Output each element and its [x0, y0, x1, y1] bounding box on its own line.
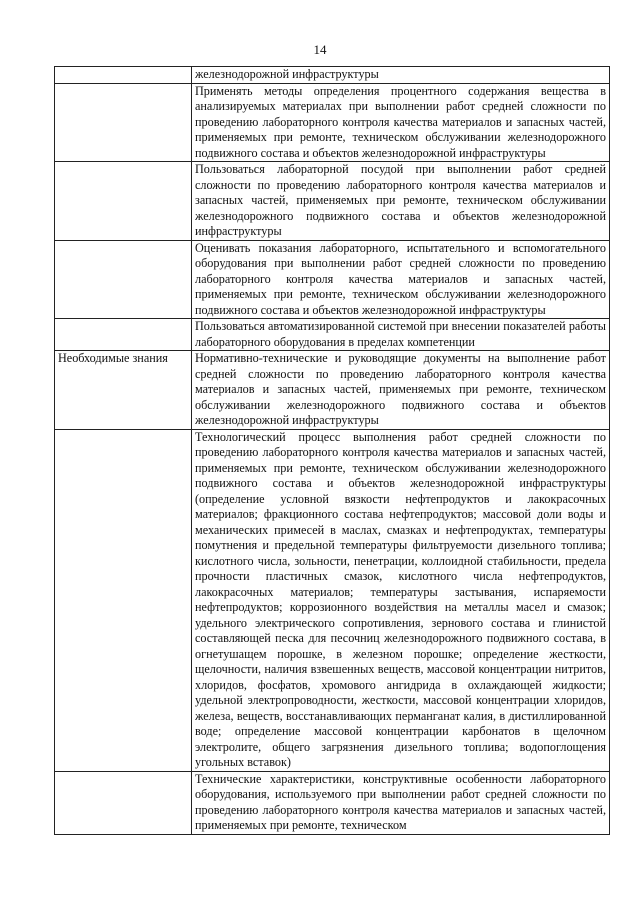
table-row: [55, 771, 610, 834]
table-cell-text: Пользоваться лабораторной посудой при выполнении работ средней сложности по проведению лабораторного контроля качества материалов и запасных частей, применяемых при ремонте, техническом обслуживании железнодорожного подвижного состава и объектов железнодорожной инфраструктуры: [192, 162, 610, 241]
table-cell-label: [55, 240, 192, 319]
table-cell-label: [55, 429, 192, 771]
table-row: [55, 83, 610, 162]
table-row: [55, 429, 610, 771]
table-cell-text: Нормативно-технические и руководящие документы на выполнение работ средней сложности по проведению лабораторного контроля качества материалов и запасных частей, применяемых при ремонте, техническом обслуживании железнодорожного подвижного состава и объектов железнодорожной инфраструктуры: [192, 351, 610, 430]
table-row: [55, 240, 610, 319]
table-row: [55, 351, 610, 430]
table-row: [55, 319, 610, 351]
table-cell-label: [55, 319, 192, 351]
table-cell-label: [55, 83, 192, 162]
table-cell-text: Пользоваться автоматизированной системой при внесении показателей работы лабораторного оборудования в пределах компетенции: [192, 319, 610, 351]
table-cell-label: [55, 162, 192, 241]
table-row: [55, 162, 610, 241]
table-cell-text: Технологический процесс выполнения работ средней сложности по проведению лабораторного контроля качества материалов и запасных частей, применяемых при ремонте, техническом обслуживании железнодорожного подвижного состава и объектов железнодорожной инфраструктуры (определение условной вязкости нефтепродуктов и лакокрасочных материалов; фракционного состава нефтепродуктов; массовой доли воды и механических примесей в маслах, смазках и нефтепродуктах, температуры помутнения и предельной температуры фильтруемости дизельного топлива; кислотного числа, зольности, пенетрации, коллоидной стабильности, предела прочности пластичных смазок, кислотного числа нефтепродуктов, лакокрасочных материалов; температуры застывания, испаряемости нефтепродуктов; коррозионного воздействия на металлы масел и смазок; удельного электрического сопротивления, зернового состава и глинистой составляющей песка для песочниц железнодорожного подвижного состава, в огнетушащем порошке, в железном порошке; определение жесткости, щелочности, наличия взвешенных веществ, массовой концентрации нитритов, хлоридов, фосфатов, хромового ангидрида в охлаждающей жидкости; удельной электропроводности, жесткости, массовой концентрации хлоридов, железа, веществ, восстанавливающих перманганат калия, в дистиллированной воде; определение массовой концентрации карбонатов в щелочном электролите, общего загрязнения дизельного топлива; водопоглощения угольных вставок): [192, 429, 610, 771]
table-cell-text: Технические характеристики, конструктивные особенности лабораторного оборудования, используемого при выполнении работ средней сложности по проведению лабораторного контроля качества материалов и запасных частей, применяемых при ремонте, техническом: [192, 771, 610, 834]
page-number: 14: [313, 42, 327, 57]
table-cell-text: Оценивать показания лабораторного, испытательного и вспомогательного оборудования при выполнении работ средней сложности по проведению лабораторного контроля качества материалов и запасных частей, применяемых при ремонте, техническом обслуживании железнодорожного подвижного состава и объектов железнодорожной инфраструктуры: [192, 240, 610, 319]
table-cell-text: железнодорожной инфраструктуры: [192, 67, 610, 84]
table-row: [55, 67, 610, 84]
section-label-required-knowledge: Необходимые знания: [55, 351, 192, 430]
competency-table: [54, 66, 610, 835]
table-cell-label: [55, 771, 192, 834]
table-cell-text: Применять методы определения процентного содержания вещества в анализируемых материалах при выполнении работ средней сложности по проведению лабораторного контроля качества материалов и запасных частей, применяемых при ремонте, техническом обслуживании железнодорожного подвижного состава и объектов железнодорожной инфраструктуры: [192, 83, 610, 162]
table-cell-label: [55, 67, 192, 84]
